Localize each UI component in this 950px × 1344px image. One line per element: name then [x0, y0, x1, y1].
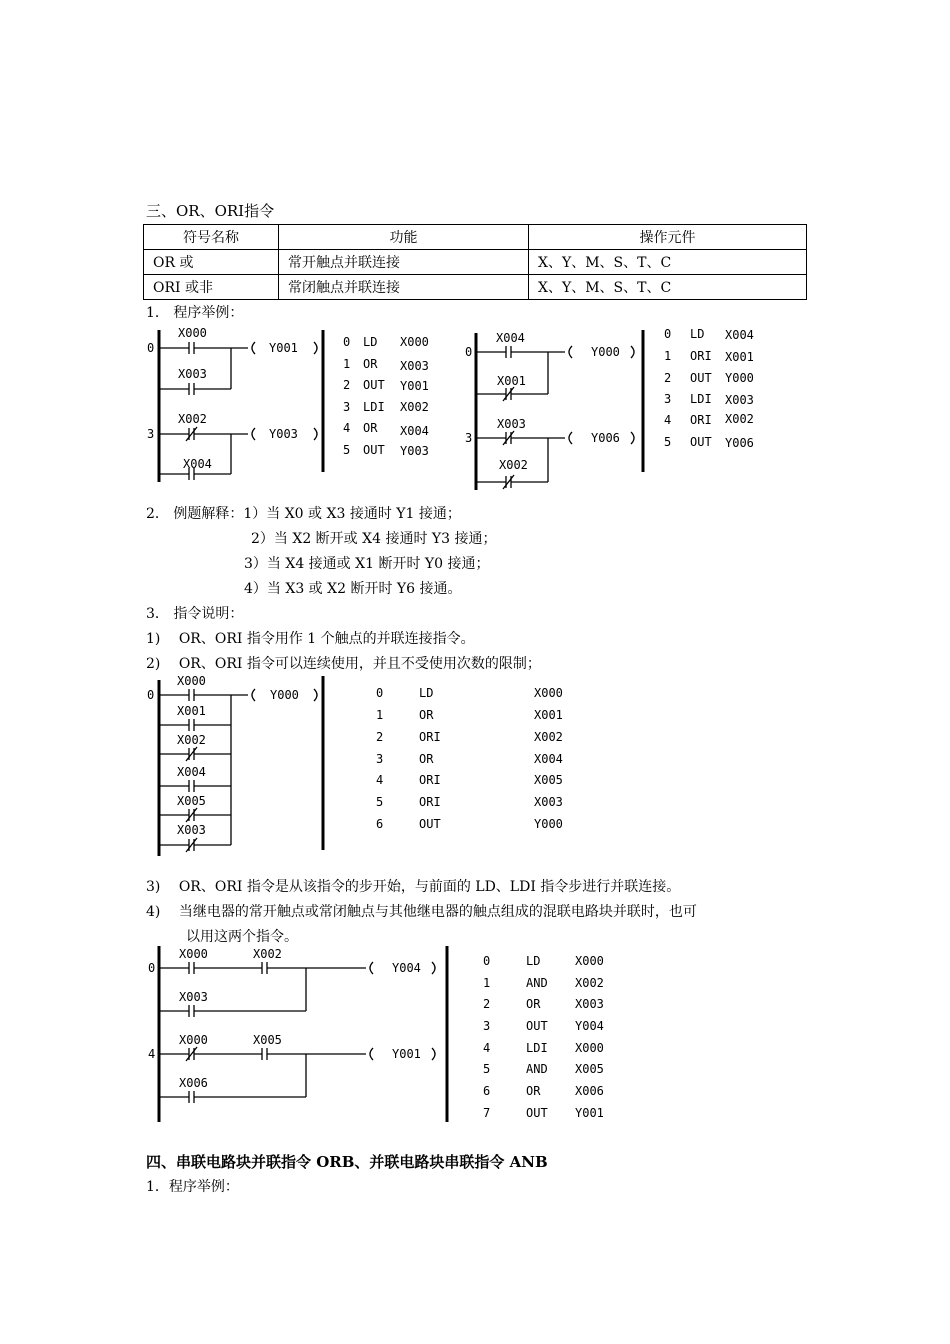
step-number: 0	[376, 686, 384, 700]
note-item: 1) OR、ORI 指令用作 1 个触点的并联连接指令。	[146, 631, 475, 647]
instruction: OR	[526, 1084, 541, 1098]
instruction: OUT	[363, 443, 385, 457]
instruction: LDI	[363, 400, 385, 414]
contact-label: X002	[178, 412, 207, 426]
contact-label: X001	[497, 374, 526, 388]
operand: X002	[400, 400, 429, 414]
step-number: 2	[376, 730, 384, 744]
step-label: 0	[147, 688, 155, 702]
instruction: OUT	[419, 817, 441, 831]
step-number: 5	[343, 443, 351, 457]
contact-label: X006	[179, 1076, 208, 1090]
instruction: LD	[363, 335, 378, 349]
operand: X004	[400, 424, 429, 438]
table-header-cell: 功能	[279, 225, 529, 250]
step-number: 3	[483, 1019, 491, 1033]
instruction: OUT	[690, 371, 712, 385]
contact-label: X002	[253, 947, 282, 961]
example-heading: 1． 程序举例：	[146, 305, 244, 321]
step-label: 4	[148, 1047, 156, 1061]
instruction: ORI	[690, 349, 712, 363]
instruction: OUT	[526, 1019, 548, 1033]
contact-label: X002	[499, 458, 528, 472]
step-label: 0	[465, 345, 473, 359]
step-number: 6	[483, 1084, 491, 1098]
section4-example-heading: 1．程序举例：	[146, 1179, 239, 1195]
step-label: 0	[148, 961, 156, 975]
operand: Y001	[575, 1106, 604, 1120]
explain-line: 4）当 X3 或 X2 断开时 Y6 接通。	[244, 581, 462, 597]
contact-label: X005	[177, 794, 206, 808]
coil-label: Y006	[591, 431, 620, 445]
instruction: OR	[526, 997, 541, 1011]
program-list-2	[664, 327, 754, 450]
instruction: OUT	[690, 435, 712, 449]
operand: X000	[575, 954, 604, 968]
contact-label: X003	[177, 823, 206, 837]
table-cell: 常闭触点并联连接	[279, 275, 529, 300]
step-number: 7	[483, 1106, 491, 1120]
operand: X000	[534, 686, 563, 700]
operand: X004	[725, 328, 754, 342]
instruction: ORI	[419, 730, 441, 744]
instruction: LD	[419, 686, 434, 700]
contact-label: X000	[179, 947, 208, 961]
contact-label: X005	[253, 1033, 282, 1047]
contact-label: X004	[496, 331, 525, 345]
instruction: ORI	[690, 413, 712, 427]
operand: Y001	[400, 379, 429, 393]
operand: X003	[575, 997, 604, 1011]
step-number: 2	[483, 997, 491, 1011]
instruction: LD	[690, 327, 705, 341]
coil-label: Y000	[591, 345, 620, 359]
operand: X003	[400, 359, 429, 373]
explain-heading: 2． 例题解释：1）当 X0 或 X3 接通时 Y1 接通；	[146, 506, 461, 522]
operand: Y003	[400, 444, 429, 458]
contact-label: X003	[497, 417, 526, 431]
coil-label: Y004	[392, 961, 421, 975]
notes-heading: 3． 指令说明：	[146, 606, 244, 622]
program-list-3	[376, 686, 563, 831]
step-number: 3	[376, 752, 384, 766]
operand: X001	[725, 350, 754, 364]
operand: X000	[575, 1041, 604, 1055]
instruction: LDI	[526, 1041, 548, 1055]
step-number: 5	[664, 435, 672, 449]
step-number: 6	[376, 817, 384, 831]
step-number: 3	[664, 392, 672, 406]
step-number: 2	[343, 378, 351, 392]
operand: X004	[534, 752, 563, 766]
operand: X006	[575, 1084, 604, 1098]
instruction: OUT	[526, 1106, 548, 1120]
operand: Y000	[725, 371, 754, 385]
step-number: 1	[376, 708, 384, 722]
program-list-4	[483, 954, 604, 1120]
contact-label: X002	[177, 733, 206, 747]
contact-label: X000	[179, 1033, 208, 1047]
step-number: 1	[343, 357, 351, 371]
explain-line: 2）当 X2 断开或 X4 接通时 Y3 接通；	[251, 531, 497, 547]
table-cell: ORI 或非	[144, 275, 279, 300]
table-cell: X、Y、M、S、T、C	[529, 275, 807, 300]
operand: X003	[725, 393, 754, 407]
operand: X005	[575, 1062, 604, 1076]
coil-label: Y003	[269, 427, 298, 441]
instruction: AND	[526, 1062, 548, 1076]
instruction: OR	[363, 421, 378, 435]
note-item: 3) OR、ORI 指令是从该指令的步开始，与前面的 LD、LDI 指令步进行并联连接。	[146, 879, 681, 895]
operand: X000	[400, 335, 429, 349]
contact-label: X004	[177, 765, 206, 779]
step-number: 4	[664, 413, 672, 427]
table-cell: 常开触点并联连接	[279, 250, 529, 275]
contact-label: X000	[177, 674, 206, 688]
note-item: 2) OR、ORI 指令可以连续使用，并且不受使用次数的限制；	[146, 656, 541, 672]
instruction: LD	[526, 954, 541, 968]
step-label: 3	[147, 427, 155, 441]
step-number: 1	[664, 349, 672, 363]
contact-label: X000	[178, 326, 207, 340]
coil-label: Y001	[269, 341, 298, 355]
instruction: ORI	[419, 773, 441, 787]
operand: X002	[575, 976, 604, 990]
note-item-continuation: 以用这两个指令。	[186, 929, 298, 945]
instruction: LDI	[690, 392, 712, 406]
table-header-cell: 符号名称	[144, 225, 279, 250]
section4-title: 四、串联电路块并联指令 ORB、并联电路块串联指令 ANB	[146, 1153, 548, 1171]
explain-line: 3）当 X4 接通或 X1 断开时 Y0 接通；	[244, 556, 490, 572]
step-label: 0	[147, 341, 155, 355]
operand: X001	[534, 708, 563, 722]
table-header-cell: 操作元件	[529, 225, 807, 250]
contact-label: X003	[178, 367, 207, 381]
operand: X002	[534, 730, 563, 744]
step-number: 2	[664, 371, 672, 385]
instruction: OR	[419, 708, 434, 722]
instruction: OUT	[363, 378, 385, 392]
coil-label: Y000	[270, 688, 299, 702]
step-number: 0	[664, 327, 672, 341]
step-number: 5	[483, 1062, 491, 1076]
step-number: 4	[376, 773, 384, 787]
step-number: 0	[343, 335, 351, 349]
instruction: OR	[363, 357, 378, 371]
instruction: AND	[526, 976, 548, 990]
contact-label: X004	[183, 457, 212, 471]
operand: X005	[534, 773, 563, 787]
table-cell: X、Y、M、S、T、C	[529, 250, 807, 275]
section3-title: 三、OR、ORI指令	[146, 202, 275, 220]
step-number: 4	[483, 1041, 491, 1055]
operand: X003	[534, 795, 563, 809]
table-cell: OR 或	[144, 250, 279, 275]
contact-label: X001	[177, 704, 206, 718]
instruction: ORI	[419, 795, 441, 809]
step-number: 0	[483, 954, 491, 968]
contact-label: X003	[179, 990, 208, 1004]
step-number: 3	[343, 400, 351, 414]
step-number: 4	[343, 421, 351, 435]
note-item: 4) 当继电器的常开触点或常闭触点与其他继电器的触点组成的混联电路块并联时，也可	[146, 904, 697, 920]
operand: Y006	[725, 436, 754, 450]
coil-label: Y001	[392, 1047, 421, 1061]
operand: X002	[725, 412, 754, 426]
operand: Y000	[534, 817, 563, 831]
step-number: 5	[376, 795, 384, 809]
step-number: 1	[483, 976, 491, 990]
program-list-1	[343, 335, 429, 458]
step-label: 3	[465, 431, 473, 445]
instruction: OR	[419, 752, 434, 766]
operand: Y004	[575, 1019, 604, 1033]
